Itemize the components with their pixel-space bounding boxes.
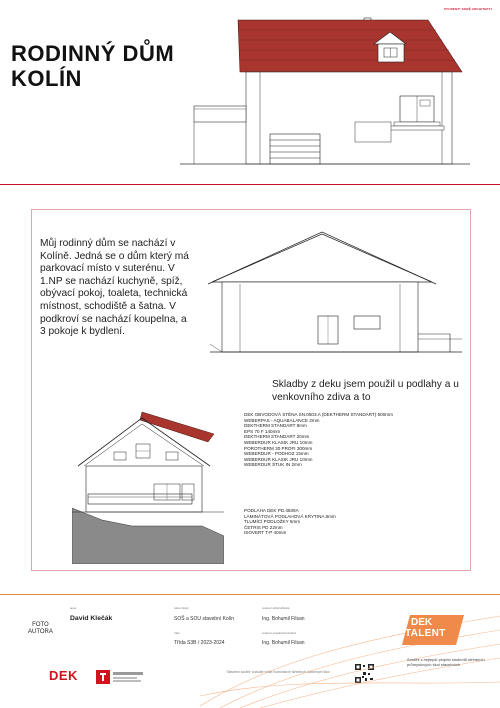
- wall-layer: WEBERDUR KLASIK JRU 10mm: [244, 439, 313, 445]
- top-label: STUDENTI SOBĚ ARCHITEKTI: [443, 7, 492, 11]
- layers-heading: Skladby z deku jsem použil u podlahy a u venkovního zdiva a to: [272, 379, 459, 403]
- talent-description: Soutěž s nejlepší projekt studentů středních průmyslových škol stavebních: [407, 657, 485, 667]
- house-elevation-top: [180, 12, 470, 190]
- intro-text: Můj rodinný dům se nachází v Kolíně. Jedná se o dům který má parkovací místo v suterénu. V 1.NP se nachází kuchyně, spíž, obývací pokoj, toaleta, technická místnost, schodiště a šatna. V podkroví se nachází koupelna, a 3 pokoje k bydlení.: [40, 238, 189, 338]
- wall-layer: EPS 70 F 140mm: [244, 428, 281, 434]
- page-title: [11, 41, 174, 91]
- wall-layer: POROTHERM 30 PROFI 300mm: [244, 445, 313, 451]
- talent-logo-bottom: TALENT: [405, 628, 446, 639]
- footer-divider: [0, 594, 500, 595]
- author-name: David Klečák: [70, 615, 113, 622]
- floor-layer-title: PODLAHA DEK PD.4509A: [244, 508, 299, 513]
- title-line-2: KOLÍN: [11, 66, 82, 91]
- consultant-label: vedoucí projektu/konzultant: [262, 631, 297, 635]
- decorative-curves: [200, 596, 500, 708]
- wall-layers-list: [244, 412, 393, 468]
- title-line-1: RODINNÝ DŮM: [11, 41, 175, 66]
- floor-layer: ISOVERT T-P 40mm: [244, 530, 287, 536]
- floor-layer: TLUMÍCÍ PODLOŽKY 5mm: [244, 519, 301, 525]
- talent-logo-top: DEK: [411, 617, 433, 628]
- wall-layer-title: DEK OBVODOVÁ STĚNA SN.0503.A (DEKTHERM STANDART) 500mm: [244, 412, 393, 417]
- floor-layer: LAMINÁTOVÁ PODLAHOVÁ KRYTINA 8mm: [244, 513, 336, 519]
- foto-label-1: FOTO: [32, 622, 49, 628]
- teacher-name: Ing. Bohumil Filsan: [262, 616, 305, 622]
- foto-label-2: AUTORA: [28, 629, 53, 635]
- wall-layer: WEBERPAS - AQUABALANCE 2mm: [244, 417, 320, 423]
- disclaimer-text: Stavební soutěž a studie velké hodnotících středních odborných škol: [226, 670, 330, 674]
- school-label: název školy: [174, 606, 189, 610]
- teacher-label: vedoucí učitel/učitelka: [262, 606, 290, 610]
- author-photo-placeholder: [28, 622, 53, 636]
- class-value: Třída S3B / 2023-2024: [174, 640, 225, 646]
- school-logo: [96, 670, 146, 684]
- wall-layer: DEKTHERM STANDART 8mm: [244, 423, 307, 429]
- wall-layer: WEBERDUR KLASIK JRU 10mm: [244, 456, 313, 462]
- wall-layer: WEBERDUR - PODHOZ 15mm: [244, 451, 309, 457]
- dek-logo: DEK: [49, 668, 78, 683]
- author-label: autor: [70, 606, 77, 610]
- class-label: třída: [174, 631, 180, 635]
- consultant-name: Ing. Bohumil Filsan: [262, 640, 305, 646]
- wall-layer: DEKTHERM STANDART 20mm: [244, 434, 310, 440]
- house-elevation-side: [200, 226, 462, 356]
- section-divider: [0, 184, 500, 185]
- floor-layer: ČETRIS PD 22mm: [244, 524, 283, 530]
- wall-layer: WEBERDUR ŠTUK IN 2mm: [244, 462, 302, 468]
- floor-layers-list: [244, 508, 336, 536]
- school-name: SOŠ a SOU stavební Kolín: [174, 616, 235, 622]
- house-elevation-red-roof: [72, 408, 224, 564]
